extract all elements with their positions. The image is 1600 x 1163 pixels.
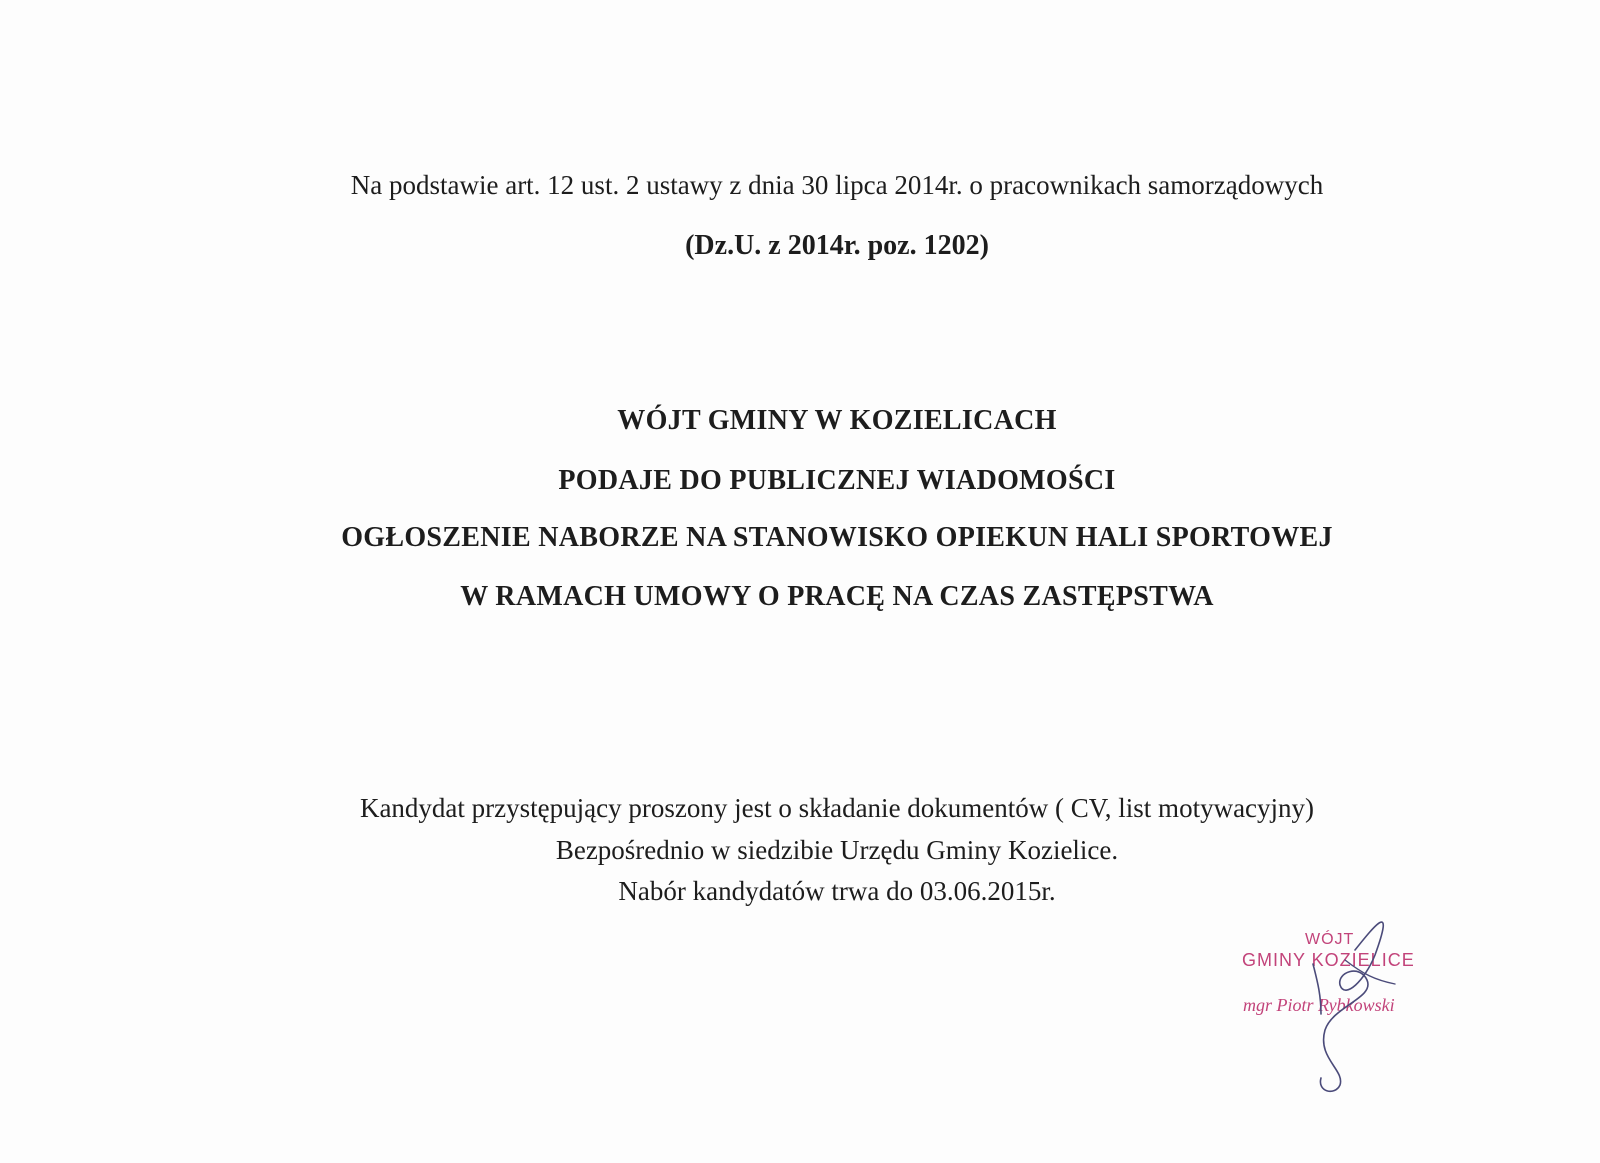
heading-line-3: OGŁOSZENIE NABORZE NA STANOWISKO OPIEKUN HALI SPORTOWEJ [341, 522, 1333, 553]
stamp-name: mgr Piotr Rybkowski [1243, 995, 1395, 1015]
heading-line-1: WÓJT GMINY W KOZIELICACH [617, 405, 1057, 436]
body-line-2: Bezpośrednio w siedzibie Urzędu Gminy Kozielice. [555, 835, 1119, 865]
stamp-title: WÓJT [1305, 931, 1355, 948]
heading-line-2: PODAJE DO PUBLICZNEJ WIADOMOŚCI [558, 465, 1116, 496]
legal-basis: Na podstawie art. 12 ust. 2 ustawy z dnia 30 lipca 2014r. o pracownikach samorządowych [350, 170, 1324, 200]
official-stamp [1225, 920, 1465, 1100]
body-line-3: Nabór kandydatów trwa do 03.06.2015r. [618, 876, 1056, 906]
journal-reference: (Dz.U. z 2014r. poz. 1202) [685, 230, 989, 261]
heading-line-4: W RAMACH UMOWY O PRACĘ NA CZAS ZASTĘPSTWA [460, 581, 1214, 612]
handwritten-signature [1225, 920, 1465, 1100]
body-line-1: Kandydat przystępujący proszony jest o składanie dokumentów ( CV, list motywacyjny) [359, 793, 1315, 823]
stamp-office: GMINY KOZIELICE [1242, 950, 1415, 970]
